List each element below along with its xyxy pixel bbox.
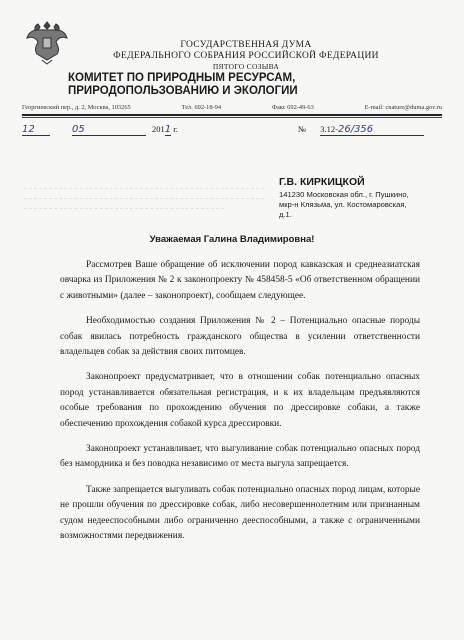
federal-assembly-title: ФЕДЕРАЛЬНОГО СОБРАНИЯ РОССИЙСКОЙ ФЕДЕРАЦИИ	[113, 51, 379, 61]
show-through-line	[24, 188, 264, 189]
postal-address: Георгиевский пер., д. 2, Москва, 103265	[22, 104, 131, 111]
outgoing-number: № 3.12-26/356	[298, 124, 424, 136]
phone-number: Тел. 692-18-94	[181, 104, 222, 111]
addressee-block	[279, 176, 449, 220]
duma-title: ГОСУДАРСТВЕННАЯ ДУМА	[180, 40, 312, 50]
paragraph-3: Законопроект предусматривает, что в отношении собак потенциально опасных пород устанавливается обязательная регистрация, и к их владельцам предъявляются особые требования по прохождению обучения по дрессировке собаки, а также обеспечению прохождения собакой курса дрессировки.	[60, 372, 420, 429]
date-year: 2011 г.	[152, 124, 178, 135]
date-day: 12	[22, 124, 50, 136]
paragraph-1: Рассмотрев Ваше обращение об исключении пород кавказская и среднеазиатская овчарка из Приложения № 2 к законопроекту № 458458-5 «Об ответственном обращении с животными» (далее – законопроект), сообщаем следующее.	[60, 260, 420, 301]
paragraph-5: Также запрещается выгуливать собак потенциально опасных пород лицам, которые не прошли обучения по дрессировке собак, либо несовершеннолетним или признанным судом недееспособными либо ограниченно дееспособными, а также с ограниченными возможностями передвижения.	[60, 484, 420, 542]
letter-body	[60, 258, 420, 555]
addressee-line-3: д.1.	[279, 210, 292, 219]
addressee-line-1: 141230 Московская обл., г. Пушкино,	[279, 190, 409, 199]
double-headed-eagle-emblem	[24, 16, 70, 66]
greeting: Уважаемая Галина Владимировна!	[149, 234, 315, 245]
header-rule-thin	[22, 117, 442, 118]
paragraph-2: Необходимостью создания Приложения № 2 – Потенциально опасные породы собак явилась потребность гражданского общества в усилении ответственности владельцев собак за действия своих питомцев.	[60, 316, 420, 358]
email-address: E-mail: cnature@duma.gov.ru	[364, 104, 442, 111]
paragraph-4: Законопроект устанавливает, что выгуливание собак потенциально опасных пород без намордника и без поводка независимо от места выгула запрещается.	[60, 444, 420, 470]
date-month: 05	[72, 124, 146, 136]
committee-title: КОМИТЕТ ПО ПРИРОДНЫМ РЕСУРСАМ, ПРИРОДОПОЛЬЗОВАНИЮ И ЭКОЛОГИИ	[68, 72, 298, 97]
fax-number: Факс 692-49-63	[271, 104, 314, 111]
header-rule-thick	[22, 114, 442, 116]
addressee-line-2: мкр-н Клязьма, ул. Костомаровская,	[279, 200, 407, 209]
addressee-name: Г.В. КИРКИЦКОЙ	[279, 176, 365, 188]
contact-line	[22, 104, 442, 111]
show-through-line	[24, 198, 264, 199]
convocation-title: ПЯТОГО СОЗЫВА	[212, 62, 280, 71]
show-through-line	[24, 208, 224, 209]
